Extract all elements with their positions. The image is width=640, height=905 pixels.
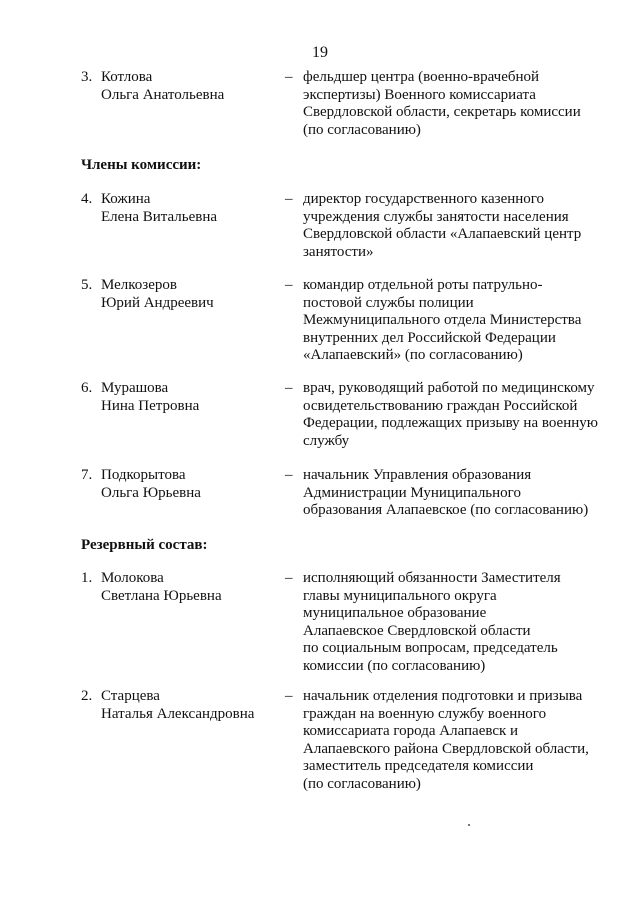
role-line: «Алапаевский» (по согласованию) — [303, 347, 523, 364]
dash-separator: – — [285, 570, 293, 586]
role-line: Свердловской области, секретарь комиссии — [303, 104, 581, 121]
role-line: комиссии (по согласованию) — [303, 657, 486, 674]
given-names: Ольга Юрьевна — [101, 484, 201, 501]
role-line: Алапаевского района Свердловской области, — [303, 740, 589, 757]
surname: Старцева — [101, 688, 160, 704]
role-line: Свердловской области «Алапаевский центр — [303, 226, 582, 243]
dash-separator: – — [285, 191, 293, 207]
given-names: Нина Петровна — [101, 397, 200, 414]
role-line: заместитель председателя комиссии — [303, 758, 534, 775]
role-line: (по согласованию) — [303, 121, 421, 138]
given-names: Светлана Юрьевна — [101, 587, 222, 604]
entry-number: 3. — [81, 69, 93, 85]
role-line: занятости» — [303, 243, 374, 260]
surname: Мелкозеров — [101, 277, 177, 293]
person-name — [101, 467, 286, 502]
person-name — [101, 69, 286, 104]
reserve-heading: Резервный состав: — [81, 537, 208, 553]
dash-separator: – — [285, 688, 293, 704]
role-line: командир отдельной роты патрульно- — [303, 277, 543, 293]
role-line: начальник Управления образования — [303, 467, 532, 483]
role-line: муниципальное образование — [303, 605, 487, 622]
role-line: постовой службы полиции — [303, 294, 474, 311]
role-line: врач, руководящий работой по медицинскому — [303, 380, 595, 396]
entry-number: 4. — [81, 191, 93, 207]
position-description — [303, 380, 613, 450]
role-line: граждан на военную службу военного — [303, 705, 547, 722]
scan-speck — [468, 824, 470, 826]
surname: Мурашова — [101, 380, 169, 396]
dash-separator: – — [285, 277, 293, 293]
person-name — [101, 277, 286, 312]
entry-number: 2. — [81, 688, 93, 704]
dash-separator: – — [285, 69, 293, 85]
person-name — [101, 570, 286, 605]
position-description — [303, 191, 613, 261]
role-line: фельдшер центра (военно-врачебной — [303, 69, 540, 85]
entry-number: 5. — [81, 277, 93, 293]
person-name — [101, 380, 286, 415]
role-line: учреждения службы занятости населения — [303, 208, 569, 225]
position-description — [303, 570, 613, 676]
given-names: Юрий Андреевич — [101, 294, 214, 311]
role-line: образования Алапаевское (по согласованию) — [303, 502, 589, 519]
given-names: Наталья Александровна — [101, 705, 255, 722]
role-line: по социальным вопросам, председатель — [303, 640, 558, 657]
role-line: директор государственного казенного — [303, 191, 545, 207]
role-line: Алапаевское Свердловской области — [303, 622, 531, 639]
person-name — [101, 191, 286, 226]
role-line: службу — [303, 432, 350, 449]
role-line: экспертизы) Военного комиссариата — [303, 86, 536, 103]
role-line: комиссариата города Алапаевск и — [303, 723, 519, 740]
role-line: Федерации, подлежащих призыву на военную — [303, 415, 598, 432]
dash-separator: – — [285, 467, 293, 483]
role-line: исполняющий обязанности Заместителя — [303, 570, 561, 586]
entry-number: 7. — [81, 467, 93, 483]
position-description — [303, 277, 613, 365]
surname: Подкорытова — [101, 467, 186, 483]
person-name — [101, 688, 286, 723]
dash-separator: – — [285, 380, 293, 396]
role-line: Межмуниципального отдела Министерства — [303, 312, 582, 329]
surname: Кожина — [101, 191, 151, 207]
role-line: освидетельствованию граждан Российской — [303, 397, 578, 414]
position-description — [303, 467, 613, 520]
role-line: внутренних дел Российской Федерации — [303, 329, 556, 346]
role-line: начальник отделения подготовки и призыва — [303, 688, 583, 704]
page-number: 19 — [312, 44, 328, 61]
entry-number: 6. — [81, 380, 93, 396]
role-line: главы муниципального округа — [303, 587, 497, 604]
position-description — [303, 688, 613, 794]
given-names: Елена Витальевна — [101, 208, 218, 225]
given-names: Ольга Анатольевна — [101, 86, 225, 103]
surname: Котлова — [101, 69, 153, 85]
entry-number: 1. — [81, 570, 93, 586]
role-line: (по согласованию) — [303, 775, 421, 792]
role-line: Администрации Муниципального — [303, 484, 521, 501]
surname: Молокова — [101, 570, 164, 586]
members-heading: Члены комиссии: — [81, 157, 202, 173]
position-description — [303, 69, 613, 139]
